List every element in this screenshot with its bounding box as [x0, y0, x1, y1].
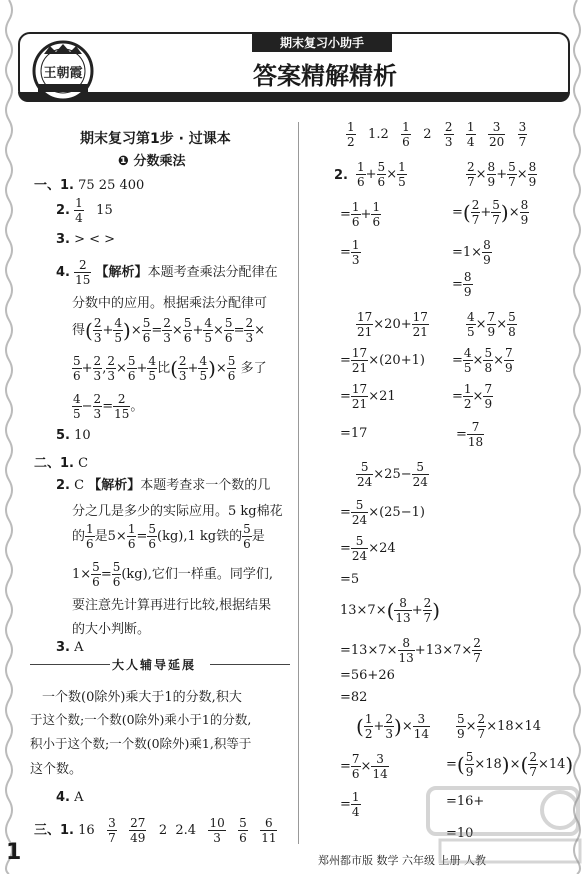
r-eq-d4: = $\frac{7}{18}$: [456, 420, 484, 449]
page-number: 1: [6, 840, 22, 865]
r-eq-c4: =17: [340, 426, 368, 441]
r-eq-c2: = $\frac{17}{21}$ ×(20+1): [340, 346, 425, 375]
ext-line-right: [210, 664, 290, 665]
r-eq-b3: =1× $\frac{8}{9}$: [452, 238, 491, 267]
r-eq-a3: = $\frac{1}{3}$: [340, 238, 360, 267]
r-eq-d2: = $\frac{4}{5}$ × $\frac{5}{8}$ × $\frac{7}{9}$: [452, 346, 513, 375]
r-eq-f3: =56+26: [340, 668, 395, 683]
r-eq-b2: =( $\frac{2}{7}$ + $\frac{5}{7}$ )× $\frac{8}{9}$: [452, 198, 529, 227]
s2-q2-line-6: 的大小判断。: [72, 622, 151, 637]
q1-line: 一、1. 75 25 400: [34, 178, 145, 193]
s2-q2-line-1: 2. C 【解析】本题考查求一个数的几: [56, 478, 271, 493]
r-eq-f1: 13×7×( $\frac{8}{13}$ + $\frac{2}{7}$ ): [340, 596, 441, 625]
r-eq-a1: $\frac{1}{6}$ + $\frac{5}{6}$ × $\frac{1}{5}$: [357, 160, 406, 189]
r-eq-f4: =82: [340, 690, 368, 705]
r-eq-e4: =5: [340, 572, 360, 587]
ext-text-1: 一个数(0除外)乘大于1的分数,积大: [42, 690, 242, 705]
ext-text-4: 这个数。: [30, 762, 83, 777]
r-eq-e2: = $\frac{5}{24}$ ×(25−1): [340, 498, 425, 527]
r-eq-h2: =( $\frac{5}{9}$ ×18)×( $\frac{2}{7}$ ×14): [446, 750, 574, 779]
s2-q2-line-5: 要注意先计算再进行比较,根据结果: [72, 598, 272, 613]
q4-line-3: 得( $\frac{2}{3}$ + $\frac{4}{5}$ )× $\frac{5}{6}$ = $\frac{2}{3}$ × $\frac{5}{6}$ + $\frac{4}{5}$ × $\frac{5}{6}$ = $\frac{2}{3}$ ×: [72, 316, 266, 345]
brand-logo: [30, 40, 96, 102]
s2-q4-line: 4. A: [56, 790, 84, 805]
r-top-row: $\frac{1}{2}$ 1.2 $\frac{1}{6}$ 2 $\frac{2}{3}$ $\frac{1}{4}$ $\frac{3}{20}$ $\frac{3}{7}$: [347, 120, 527, 149]
s2-q2-line-3: 的 $\frac{1}{6}$ 是5× $\frac{1}{6}$ = $\frac{5}{6}$ (kg),1 kg铁的 $\frac{5}{6}$ 是: [72, 522, 265, 551]
r-eq-g1: ( $\frac{1}{2}$ + $\frac{2}{3}$ )× $\frac{3}{14}$: [356, 712, 429, 741]
watermark-logo: [420, 780, 586, 870]
r-eq-e3: = $\frac{5}{24}$ ×24: [340, 534, 396, 563]
r-q2-label: 2.: [334, 168, 348, 183]
s2-q3-line: 3. A: [56, 640, 84, 655]
r-eq-d3: = $\frac{1}{2}$ × $\frac{7}{9}$: [452, 382, 493, 411]
header-bottom-bar: [18, 92, 570, 102]
r-eq-c3: = $\frac{17}{21}$ ×21: [340, 382, 396, 411]
r-eq-g2: = $\frac{7}{6}$ × $\frac{3}{14}$: [340, 752, 388, 781]
r-eq-f2: =13×7× $\frac{8}{13}$ +13×7× $\frac{2}{7}$: [340, 636, 481, 665]
q4-line-4: $\frac{5}{6}$ + $\frac{2}{3}$ , $\frac{2}{3}$ × $\frac{5}{6}$ + $\frac{4}{5}$ 比( $\frac{2}{3}$ + $\frac{4}{5}$ )× $\frac{5}{6}$ 多了: [73, 354, 267, 383]
logo-text: 王朝霞: [43, 66, 83, 81]
s2-q1-line: 二、1. C: [34, 456, 89, 471]
s3-line: 三、1. 16 $\frac{3}{7}$ $\frac{27}{49}$ 2 2.4 $\frac{10}{3}$ $\frac{5}{6}$ $\frac{6}{11}$: [34, 816, 277, 845]
q4-line-1: 4. $\frac{2}{15}$ 【解析】本题考查乘法分配律在: [56, 258, 278, 287]
r-eq-b1: $\frac{2}{7}$ × $\frac{8}{9}$ + $\frac{5}{7}$ × $\frac{8}{9}$: [467, 160, 537, 189]
r-eq-h4: =10: [446, 826, 474, 841]
s2-q2-line-4: 1× $\frac{5}{6}$ = $\frac{5}{6}$ (kg),它们一样重。同学们,: [72, 560, 273, 589]
r-eq-d1: $\frac{4}{5}$ × $\frac{7}{9}$ × $\frac{5}{8}$: [467, 310, 516, 339]
footer-text: 郑州都市版 数学 六年级 上册 人教: [318, 854, 486, 867]
r-eq-a2: = $\frac{1}{6}$ + $\frac{1}{6}$: [340, 200, 381, 229]
q3-line: 3. > < >: [56, 232, 116, 247]
section-title: 期末复习第1步 · 过课本: [80, 131, 231, 147]
s2-q2-line-2: 分之几是多少的实际应用。5 kg棉花: [72, 504, 283, 519]
ext-text-2: 于这个数;一个数(0除外)乘小于1的分数,: [30, 712, 252, 727]
page-title: 答案精解精析: [253, 62, 397, 90]
ext-text-3: 积小于这个数;一个数(0除外)乘1,积等于: [30, 736, 252, 751]
q4-line-5: $\frac{4}{5}$ − $\frac{2}{3}$ = $\frac{2}{15}$ 。: [73, 392, 144, 421]
r-eq-h1: $\frac{5}{9}$ × $\frac{2}{7}$ ×18×14: [457, 712, 542, 741]
subsection-title: ❶ 分数乘法: [118, 154, 186, 169]
extension-title: 大人辅导延展: [111, 658, 196, 672]
r-eq-e1: $\frac{5}{24}$ ×25− $\frac{5}{24}$: [357, 460, 428, 489]
q5-line: 5. 10: [56, 428, 91, 443]
q2-line: 2. $\frac{1}{4}$ 15: [56, 196, 113, 225]
right-wave-border: [568, 0, 586, 874]
r-eq-c1: $\frac{17}{21}$ ×20+ $\frac{17}{21}$: [357, 310, 428, 339]
r-eq-b4: = $\frac{8}{9}$: [452, 270, 472, 299]
left-wave-border: [0, 0, 18, 874]
header-tag: 期末复习小助手: [252, 34, 392, 52]
column-divider: [298, 122, 299, 844]
q4-line-2: 分数中的应用。根据乘法分配律可: [72, 296, 268, 311]
r-eq-h3: =16+: [446, 794, 485, 809]
r-eq-g3: = $\frac{1}{4}$: [340, 790, 360, 819]
